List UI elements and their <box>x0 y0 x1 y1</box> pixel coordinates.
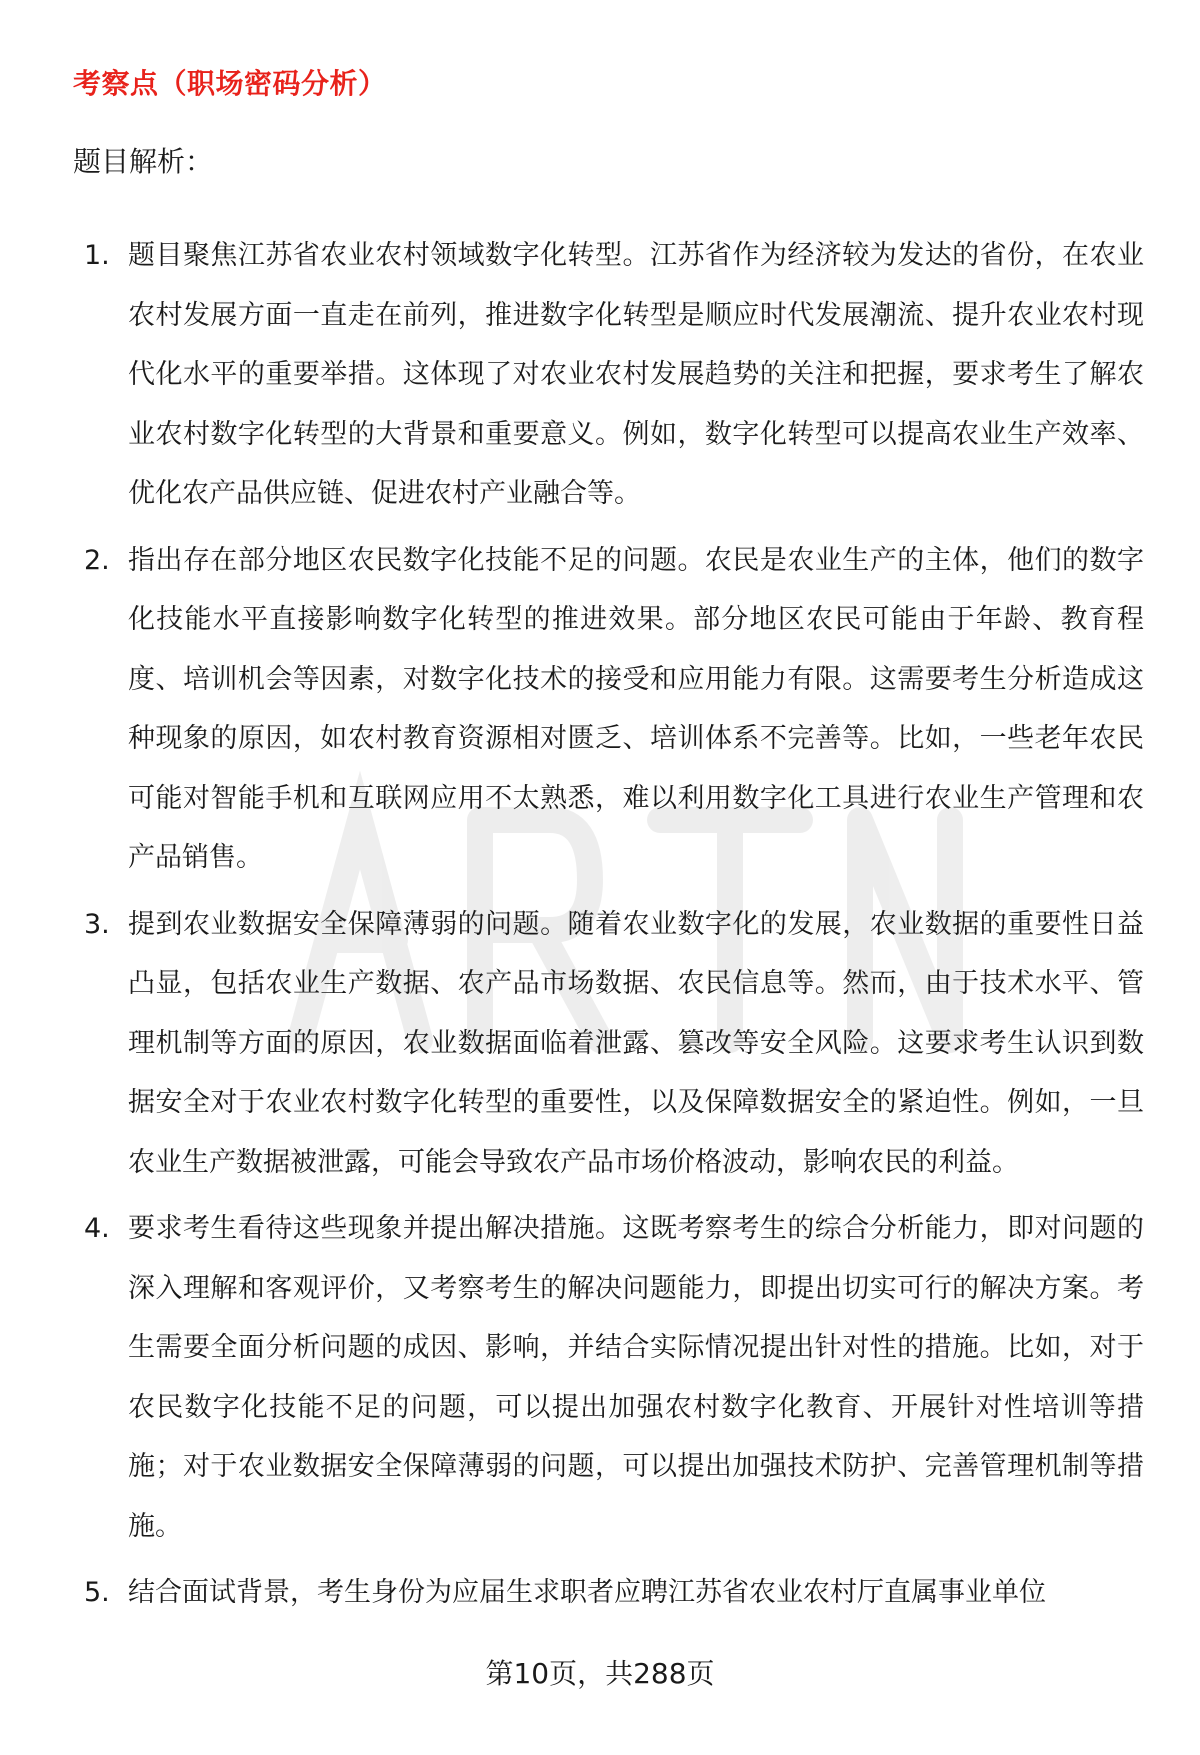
list-item <box>84 1199 1144 1556</box>
list-item-number: 1. <box>84 240 110 271</box>
list-item-text: 结合面试背景，考生身份为应届生求职者应聘江苏省农业农村厅直属事业单位 <box>128 1577 1046 1608</box>
list-item <box>84 226 1144 524</box>
list-item <box>84 1563 1144 1623</box>
page-indicator: 第10页，共288页 <box>485 1657 715 1690</box>
list-item-text: 题目聚焦江苏省农业农村领域数字化转型。江苏省作为经济较为发达的省份，在农业农村发展方面一直走在前列，推进数字化转型是顺应时代发展潮流、提升农业农村现代化水平的重要举措。这体现了对农业农村发展趋势的关注和把握，要求考生了解农业农村数字化转型的大背景和重要意义。例如，数字化转型可以提高农业生产效率、优化农产品供应链、促进农村产业融合等。 <box>128 240 1144 509</box>
list-item <box>84 895 1144 1193</box>
list-item-text: 指出存在部分地区农民数字化技能不足的问题。农民是农业生产的主体，他们的数字化技能水平直接影响数字化转型的推进效果。部分地区农民可能由于年龄、教育程度、培训机会等因素，对数字化技术的接受和应用能力有限。这需要考生分析造成这种现象的原因，如农村教育资源相对匮乏、培训体系不完善等。比如，一些老年农民可能对智能手机和互联网应用不太熟悉，难以利用数字化工具进行农业生产管理和农产品销售。 <box>128 544 1144 873</box>
list-item-text: 提到农业数据安全保障薄弱的问题。随着农业数字化的发展，农业数据的重要性日益凸显，包括农业生产数据、农产品市场数据、农民信息等。然而，由于技术水平、管理机制等方面的原因，农业数据面临着泄露、篡改等安全风险。这要求考生认识到数据安全对于农业农村数字化转型的重要性，以及保障数据安全的紧迫性。例如，一旦农业生产数据被泄露，可能会导致农产品市场价格波动，影响农民的利益。 <box>128 908 1144 1178</box>
analysis-list <box>84 226 1144 1630</box>
list-item <box>84 531 1144 888</box>
list-item-number: 2. <box>84 544 110 576</box>
section-title: 考察点（职场密码分析） <box>73 67 387 100</box>
list-item-number: 3. <box>84 908 110 940</box>
list-item-number: 4. <box>84 1213 110 1244</box>
analysis-label: 题目解析： <box>73 145 214 178</box>
list-item-text: 要求考生看待这些现象并提出解决措施。这既考察考生的综合分析能力，即对问题的深入理解和客观评价，又考察考生的解决问题能力，即提出切实可行的解决方案。考生需要全面分析问题的成因、影响，并结合实际情况提出针对性的措施。比如，对于农民数字化技能不足的问题，可以提出加强农村数字化教育、开展针对性培训等措施；对于农业数据安全保障薄弱的问题，可以提出加强技术防护、完善管理机制等措施。 <box>128 1213 1144 1542</box>
list-item-number: 5. <box>84 1577 110 1608</box>
